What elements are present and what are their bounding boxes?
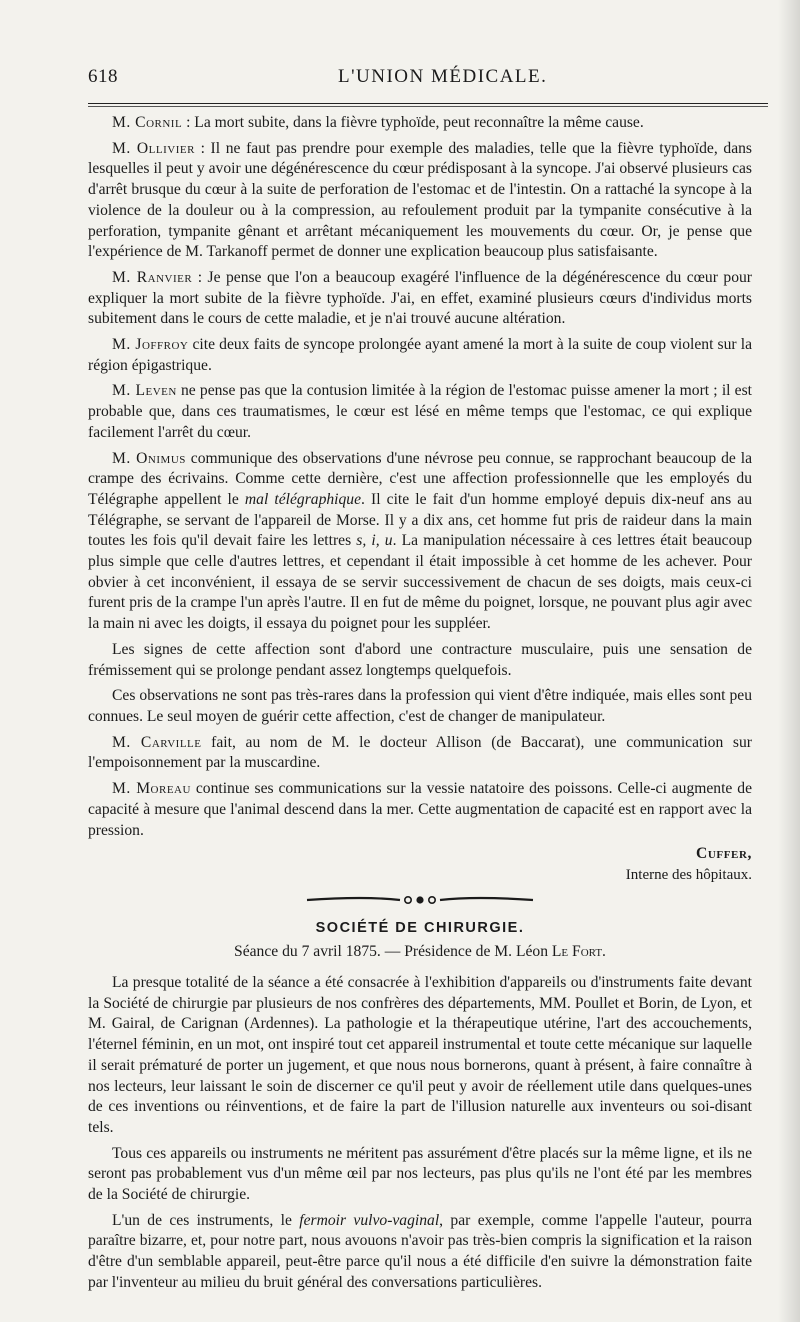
speaker-name: M. Ranvier	[112, 268, 193, 286]
paragraph-seance-intro	[88, 973, 752, 1139]
section-heading: SOCIÉTÉ DE CHIRURGIE.	[315, 919, 525, 936]
paragraph-text: continue ses communications sur la vessie natatoire des poissons. Celle-ci augmente de capacité à mesure que l'animal descend dans la mer. Cette augmentation de capacité est en rapport avec la pression.	[88, 780, 752, 839]
paragraph-text: , par exemple, comme l'appelle l'auteur, pourra paraître bizarre, et, pour notre part, nous avouons n'avoir pas très-bien compris la signification et la raison d'être d'un semblable appareil, peut-être parce qu'il nous a été difficile d'en suivre la démonstration faite par l'inventeur au milieu du bruit général des conversations particulières.	[88, 1211, 752, 1291]
paragraph-text: La presque totalité de la séance a été consacrée à l'exhibition d'appareils ou d'instruments faite devant la Société de chirurgie par plusieurs de nos confrères des départements, MM. Poullet et Borin, de Lyon, et M. Gairal, de Carignan (Ardennes). La pathologie et la thérapeutique utérine, l'art des accouchements, l'éternel féminin, en un mot, ont inspiré tout cet appareil instrumental et toute cette mécanique sur laquelle il serait prématuré de porter un jugement, et que nous nous bornerons, quant à présent, à faire connaître à nos lecteurs, leur laissant le soin de discerner ce qu'il peut y avoir de réellement utile dans quelques-unes de ces inventions ou réinventions, et de faire la part de l'illusion naturelle aux inventeurs ou soi-disant tels.	[88, 974, 752, 1136]
paragraph-text: . La manipulation nécessaire à ces lettres était beaucoup plus simple que celle d'autres lettres, et cependant il était impossible à cet homme de les achever. Pour obvier à cet inconvénient, il essaya de se servir successivement de chacun de ses doigts, mais ceux-ci furent pris de la crampe l'un après l'autre. Il en fut de même du poignet, lorsque, ne pouvant plus agir avec la main ni avec les doigts, il essaya du poignet pour les suppléer.	[88, 532, 752, 633]
italic-letters: s, i, u	[356, 532, 393, 550]
paragraph-seance-instruments	[88, 1144, 752, 1206]
paragraph-ranvier	[88, 268, 752, 330]
paragraph-text: : Il ne faut pas prendre pour exemple des maladies, telle que la fièvre typhoïde, dans lesquelles il peut y avoir une dégénérescence du cœur prédisposant à la syncope. J'ai observé plusieurs cas d'arrêt brusque du cœur à la suite de perforation de l'estomac et de l'intestin. On a rattaché la syncope à la violence de la douleur ou à la compression, au refoulement produit par la tympanite consécutive à la perforation, tympanite gênant et arrêtant mécaniquement les mouvements du cœur. Or, je pense que l'expérience de M. Tarkanoff permet de donner une explication beaucoup plus satisfaisante.	[88, 139, 752, 261]
paragraph-text: : Je pense que l'on a beaucoup exagéré l'influence de la dégénérescence du cœur pour expliquer la mort subite de la fièvre typhoïde. J'ai, en effet, examiné plusieurs cœurs d'individus morts subitement dans le cours de cette maladie, et je n'ai trouvé aucune altération.	[88, 268, 752, 328]
journal-title: L'UNION MÉDICALE.	[338, 66, 548, 87]
paragraph-text: fait, au nom de M. le docteur Allison (de Baccarat), une communication sur l'empoisonnement par la muscardine.	[88, 733, 752, 772]
session-line	[88, 942, 752, 963]
ornament-icon	[305, 893, 535, 907]
header-rule	[88, 103, 768, 104]
speaker-name: M. Moreau	[112, 780, 191, 798]
paragraph-ollivier	[88, 139, 752, 263]
speaker-name: M. Joffroy	[112, 336, 189, 354]
paragraph-text: Les signes de cette affection sont d'abord une contracture musculaire, puis une sensation de frémissement qui se prolonge pendant assez longtemps quelquefois.	[88, 640, 752, 679]
article-body	[88, 113, 752, 1299]
signature: Cuffer,	[695, 845, 752, 863]
paragraph-text: ne pense pas que la contusion limitée à la région de l'estomac puisse amener la mort ; il est probable que, dans ces traumatismes, le cœur est lésé en même temps que l'estomac, ce qui explique facilement l'arrêt du cœur.	[88, 382, 752, 441]
paragraph-joffroy	[88, 335, 752, 376]
signature-line	[88, 844, 752, 865]
signature-role: Interne des hôpitaux.	[625, 866, 752, 883]
speaker-name: M. Ollivier	[112, 139, 195, 157]
speaker-name: M. Onimus	[112, 449, 186, 467]
paragraph-seance-fermoir	[88, 1211, 752, 1294]
italic-term: fermoir vulvo-vaginal	[299, 1211, 440, 1229]
header-rule-thin	[88, 106, 768, 107]
page-header	[88, 66, 768, 96]
paragraph-signs	[88, 640, 752, 681]
italic-term: mal télégraphique	[244, 490, 362, 508]
paragraph-carville	[88, 733, 752, 774]
paragraph-observations	[88, 686, 752, 727]
paragraph-leven	[88, 381, 752, 443]
speaker-name: M. Cornil	[112, 114, 183, 131]
paragraph-text: : La mort subite, dans la fièvre typhoïde, peut reconnaître la même cause.	[182, 114, 644, 131]
page-number: 618	[88, 66, 118, 87]
paragraph-text: Tous ces appareils ou instruments ne méritent pas assurément d'être placés sur la même ligne, et ils ne seront pas probablement vus d'un même œil par nos lecteurs, pas plus qu'ils ne l'ont été par les membres de la Société de chirurgie.	[88, 1144, 752, 1204]
page-edge-shadow	[778, 0, 800, 1322]
paragraph-onimus	[88, 449, 752, 635]
paragraph-text: . Il cite le fait d'un homme employé depuis dix-neuf ans au Télégraphe, se servant de l'appareil de Morse. Il y a dix ans, cet homme fut pris de raideur dans la main toutes les fois qu'il devait faire les lettres	[88, 490, 752, 550]
speaker-name: M. Leven	[112, 382, 177, 400]
paragraph-text: cite deux faits de syncope prolongée ayant amené la mort à la suite de coup violent sur la région épigastrique.	[88, 336, 752, 374]
speaker-name: M. Carville	[112, 733, 202, 751]
paragraph-text: communique des observations d'une névrose peu connue, se rapprochant beaucoup de la crampe des écrivains. Comme cette dernière, c'est une affection professionnelle que les employés du Télégraphe appellent le	[88, 449, 753, 508]
paragraph-moreau	[88, 779, 752, 841]
section-divider-ornament	[88, 892, 752, 908]
session-president: Le Fort.	[551, 943, 606, 961]
paragraph-text: L'un de ces instruments, le	[112, 1211, 300, 1229]
session-text: Séance du 7 avril 1875. — Présidence de M. Léon	[234, 943, 552, 961]
paragraph-cornil	[88, 113, 752, 134]
paragraph-text: Ces observations ne sont pas très-rares dans la profession qui vient d'être indiquée, mais elles sont peu connues. Le seul moyen de guérir cette affection, c'est de changer de manipulateur.	[88, 687, 752, 725]
